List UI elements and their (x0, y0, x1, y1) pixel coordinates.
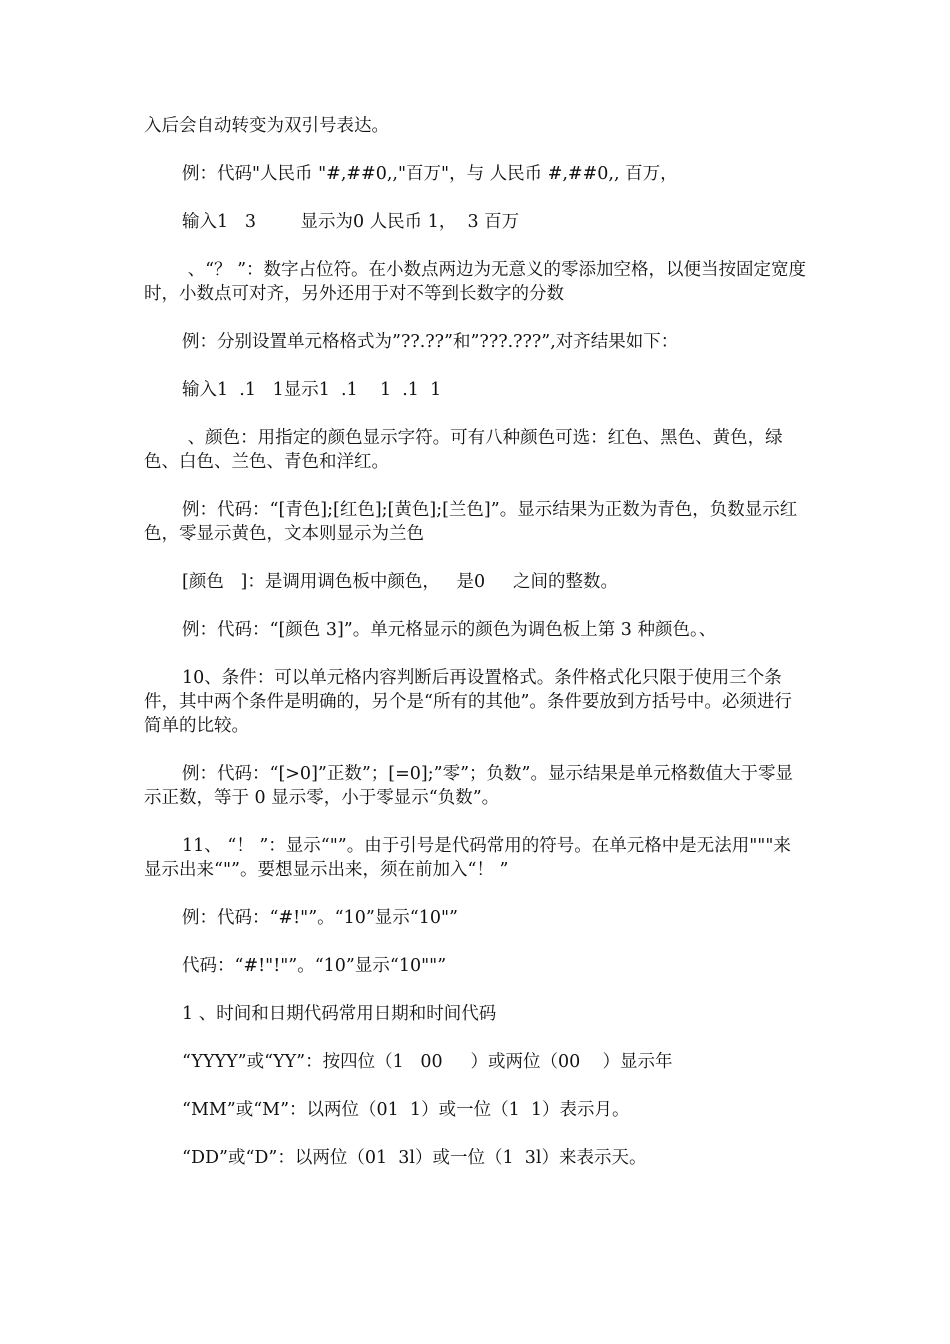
paragraph-13: 11、 “！ ”：显示“"”。由于引号是代码常用的符号。在单元格中是无法用"""来显示出来“"”。要想显示出来，须在前加入“！ ” (144, 836, 791, 880)
paragraph-12: 例：代码：“[>0]”正数”；[=0];”零”；负数”。显示结果是单元格数值大于零显示正数，等于 0 显示零，小于零显示“负数”。 (144, 764, 793, 808)
paragraph-9: [颜色 ]：是调用调色板中颜色， 是0 之间的整数。 (182, 572, 618, 592)
paragraph-5: 例：分别设置单元格格式为”??.??”和”???.???”,对齐结果如下： (182, 332, 679, 352)
paragraph-18: “MM”或“M”：以两位（01 1）或一位（1 1）表示月。 (182, 1100, 630, 1120)
paragraph-17: “YYYY”或“YY”：按四位（1 00 ）或两位（00 ）显示年 (182, 1052, 673, 1072)
paragraph-10: 例：代码：“[颜色 3]”。单元格显示的颜色为调色板上第 3 种颜色。、 (182, 620, 717, 640)
paragraph-11: 10、条件：可以单元格内容判断后再设置格式。条件格式化只限于使用三个条件，其中两个条件是明确的，另个是“所有的其他”。条件要放到方括号中。必须进行简单的比较。 (144, 668, 792, 736)
paragraph-8: 例：代码：“[青色];[红色];[黄色];[兰色]”。显示结果为正数为青色，负数显示红色，零显示黄色，文本则显示为兰色 (144, 500, 798, 544)
paragraph-1: 入后会自动转变为双引号表达。 (144, 116, 389, 136)
paragraph-14: 例：代码：“#!"”。“10”显示“10"” (182, 908, 459, 928)
paragraph-7: 、颜色：用指定的颜色显示字符。可有八种颜色可选：红色、黑色、黄色，绿色、白色、兰色、青色和洋红。 (144, 428, 783, 472)
paragraph-16: 1 、时间和日期代码常用日期和时间代码 (182, 1004, 497, 1024)
paragraph-6: 输入1 .1 1显示1 .1 1 .1 1 (182, 380, 442, 400)
paragraph-3: 输入1 3 显示为0 人民币 1， 3 百万 (182, 212, 520, 232)
paragraph-19: “DD”或“D”：以两位（01 3l）或一位（1 3l）来表示天。 (182, 1148, 647, 1168)
paragraph-2: 例：代码"人民币 "#,##0,,"百万"，与 人民币 #,##0,, 百万， (182, 164, 678, 184)
paragraph-4: 、“？ ”：数字占位符。在小数点两边为无意义的零添加空格，以便当按固定宽度时，小数点可对齐，另外还用于对不等到长数字的分数 (144, 260, 807, 304)
paragraph-15: 代码：“#!"!"”。“10”显示“10""” (182, 956, 447, 976)
